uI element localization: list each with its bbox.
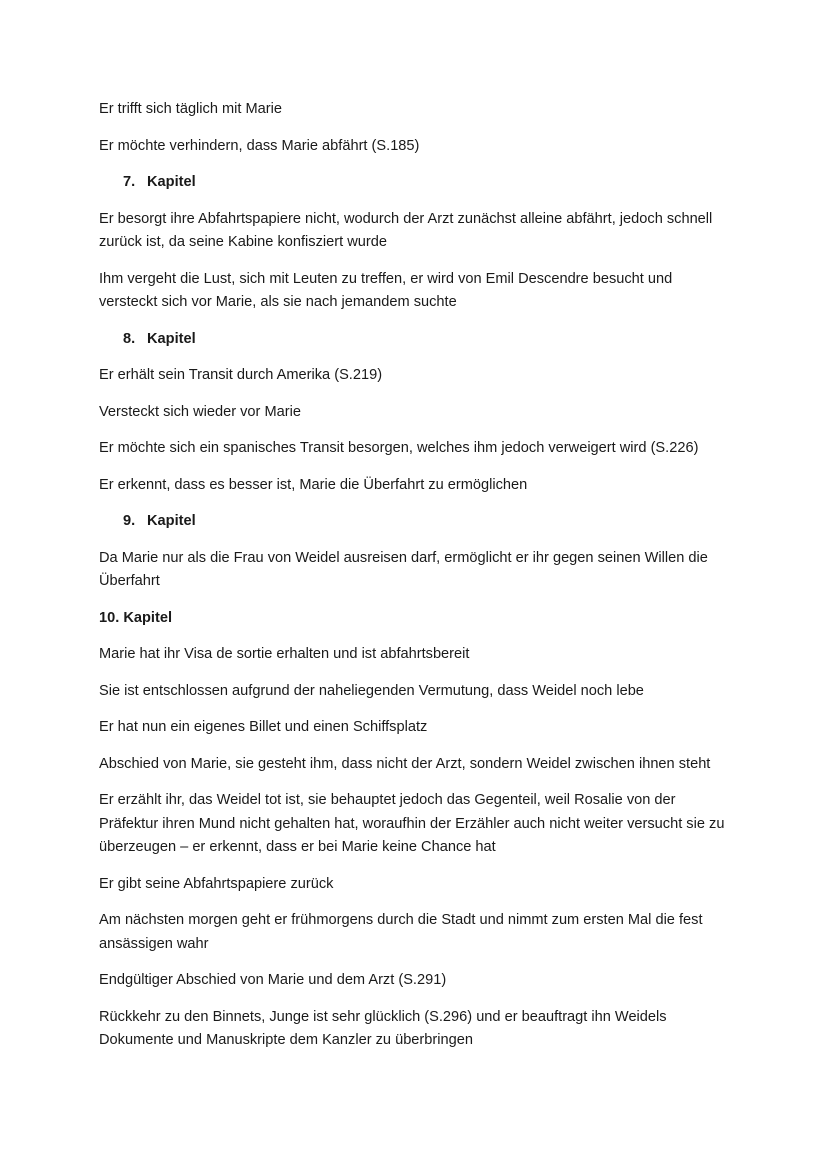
chapter-title: Kapitel (147, 174, 196, 190)
paragraph: Marie hat ihr Visa de sortie erhalten und ist abfahrtsbereit (99, 646, 470, 662)
paragraph: Er erzählt ihr, das Weidel tot ist, sie behauptet jedoch das Gegenteil, weil Rosalie von der Präfektur ihren Mund nicht gehalten hat, woraufhin der Erzähler auch nicht weiter versucht sie zu überzeugen – er erkennt, dass er bei Marie keine Chance hat (99, 792, 725, 855)
document-page (99, 98, 729, 1066)
chapter-title: Kapitel (147, 330, 196, 347)
chapter-heading (99, 510, 729, 534)
paragraph: Er besorgt ihre Abfahrtspapiere nicht, wodurch der Arzt zunächst alleine abfährt, jedoch schnell zurück ist, da seine Kabine konfisziert wurde (99, 210, 713, 250)
paragraph: Versteckt sich wieder vor Marie (99, 403, 301, 420)
chapter-heading (99, 171, 729, 195)
chapter-title: Kapitel (147, 513, 196, 529)
paragraph: Am nächsten morgen geht er frühmorgens durch die Stadt und nimmt zum ersten Mal die fest ansässigen wahr (99, 912, 703, 952)
paragraph: Abschied von Marie, sie gesteht ihm, dass nicht der Arzt, sondern Weidel zwischen ihnen steht (99, 755, 711, 772)
paragraph: Er erkennt, dass es besser ist, Marie die Überfahrt zu ermöglichen (99, 476, 528, 493)
paragraph: Er erhält sein Transit durch Amerika (S.219) (99, 367, 383, 383)
chapter-number: 7. (123, 174, 136, 190)
paragraph: Sie ist entschlossen aufgrund der naheliegenden Vermutung, dass Weidel noch lebe (99, 682, 644, 699)
paragraph: Er gibt seine Abfahrtspapiere zurück (99, 875, 334, 892)
paragraph: Da Marie nur als die Frau von Weidel ausreisen darf, ermöglicht er ihr gegen seinen Willen die Überfahrt (99, 549, 708, 589)
chapter-number: 8. (123, 330, 136, 347)
paragraph: Rückkehr zu den Binnets, Junge ist sehr glücklich (S.296) und er beauftragt ihn Weidels Dokumente und Manuskripte dem Kanzler zu überbringen (99, 1008, 667, 1048)
chapter-heading (99, 328, 729, 352)
paragraph: Er möchte verhindern, dass Marie abfährt (S.185) (99, 137, 420, 154)
chapter-heading: 10. Kapitel (99, 609, 172, 626)
paragraph: Er möchte sich ein spanisches Transit besorgen, welches ihm jedoch verweigert wird (S.226) (99, 440, 699, 456)
paragraph: Er trifft sich täglich mit Marie (99, 101, 283, 117)
chapter-number: 9. (123, 513, 136, 529)
paragraph: Endgültiger Abschied von Marie und dem Arzt (S.291) (99, 972, 447, 988)
paragraph: Er hat nun ein eigenes Billet und einen Schiffsplatz (99, 719, 428, 735)
paragraph: Ihm vergeht die Lust, sich mit Leuten zu treffen, er wird von Emil Descendre besucht und versteckt sich vor Marie, als sie nach jemandem suchte (99, 270, 673, 310)
